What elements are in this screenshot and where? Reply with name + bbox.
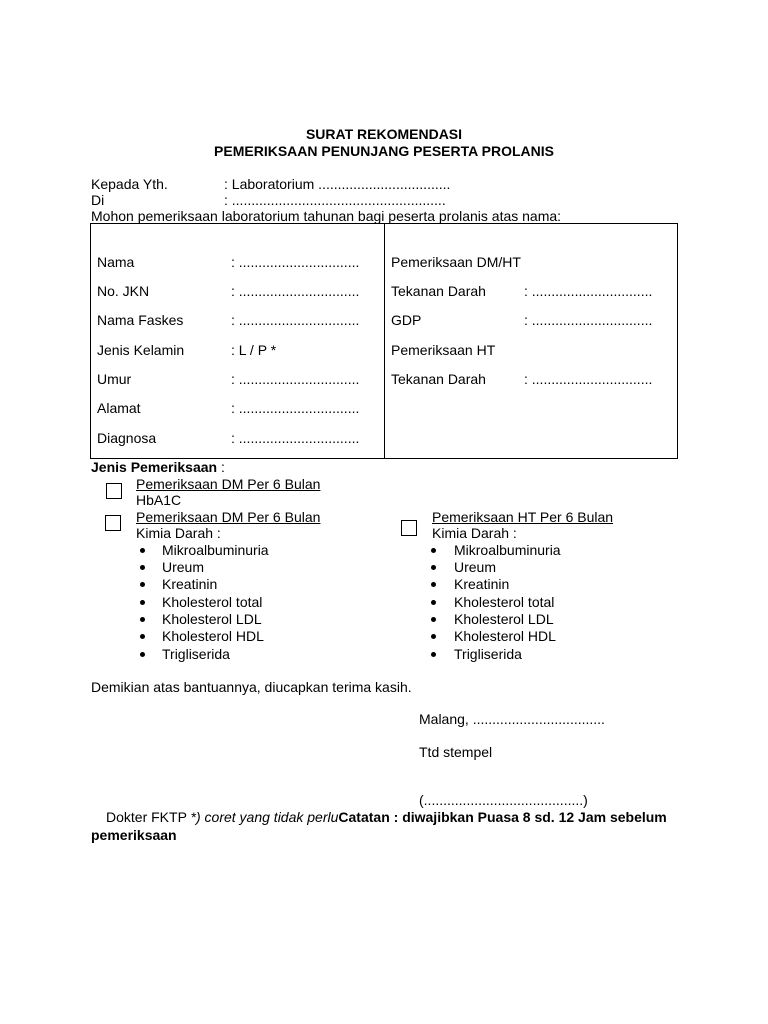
title-line-2: PEMERIKSAAN PENUNJANG PESERTA PROLANIS (214, 143, 554, 159)
bullet-icon (140, 565, 145, 570)
bullet-icon (431, 600, 436, 605)
bullet-icon (140, 634, 145, 639)
dm-hba1c-title: Pemeriksaan DM Per 6 Bulan (136, 476, 321, 492)
patient-age-label: Umur (97, 371, 132, 387)
dm-hba1c-sub: HbA1C (136, 492, 182, 508)
ht-item: Kholesterol LDL (454, 611, 554, 627)
patient-diagnosis-value: : ............................... (231, 430, 360, 446)
dm-item: Kreatinin (162, 576, 218, 592)
strike-note: *) coret yang tidak perlu (190, 809, 339, 825)
doctor-label: Dokter FKTP (106, 809, 191, 825)
di-label: Di (91, 192, 105, 208)
ht-item: Mikroalbuminuria (454, 542, 561, 558)
jenis-label: Jenis Pemeriksaan (91, 459, 218, 475)
kepada-value: : Laboratorium .................................. (224, 176, 451, 192)
dm-item: Mikroalbuminuria (162, 542, 269, 558)
fasting-note-cont: pemeriksaan (91, 827, 177, 843)
bullet-icon (431, 617, 436, 622)
ht-item: Kholesterol total (454, 594, 555, 610)
bullet-icon (140, 617, 145, 622)
bullet-icon (431, 634, 436, 639)
ht-kimia-title: Pemeriksaan HT Per 6 Bulan (432, 509, 614, 525)
patient-jkn-value: : ............................... (231, 283, 360, 299)
exam-ht-title: Pemeriksaan HT (391, 342, 496, 358)
di-value: : ....................................................... (224, 192, 446, 208)
ht-item: Ureum (454, 559, 497, 575)
bullet-icon (140, 652, 145, 657)
dm-item: Kholesterol LDL (162, 611, 262, 627)
patient-jkn-label: No. JKN (97, 283, 150, 299)
patient-faskes-value: : ............................... (231, 312, 360, 328)
signature-line: (.........................................) (419, 792, 588, 808)
bullet-icon (431, 582, 436, 587)
ht-kimia-sub: Kimia Darah : (432, 525, 517, 541)
dm-hba1c-checkbox[interactable] (106, 483, 122, 499)
ht-item: Trigliserida (454, 646, 522, 662)
exam-td1-value: : ............................... (524, 283, 653, 299)
ht-item: Kreatinin (454, 576, 510, 592)
dm-item: Kholesterol HDL (162, 628, 264, 644)
exam-td2-label: Tekanan Darah (391, 371, 486, 387)
dm-item: Trigliserida (162, 646, 230, 662)
footer-line (106, 809, 667, 825)
dm-item: Ureum (162, 559, 205, 575)
patient-diagnosis-label: Diagnosa (97, 430, 157, 446)
bullet-icon (140, 548, 145, 553)
exam-dm-ht-title: Pemeriksaan DM/HT (391, 254, 521, 270)
dm-kimia-title: Pemeriksaan DM Per 6 Bulan (136, 509, 321, 525)
patient-address-label: Alamat (97, 400, 141, 416)
dm-kimia-sub: Kimia Darah : (136, 525, 221, 541)
patient-gender-label: Jenis Kelamin (97, 342, 185, 358)
patient-faskes-label: Nama Faskes (97, 312, 184, 328)
ht-item: Kholesterol HDL (454, 628, 556, 644)
jenis-heading (91, 459, 225, 475)
place-date: Malang, .................................. (419, 711, 605, 727)
patient-gender-value: : L / P * (231, 342, 277, 358)
jenis-colon: : (217, 459, 225, 475)
bullet-icon (431, 652, 436, 657)
mohon-text: Mohon pemeriksaan laboratorium tahunan bagi peserta prolanis atas nama: (91, 208, 562, 224)
exam-gdp-label: GDP (391, 312, 422, 328)
box-divider (384, 224, 385, 458)
patient-address-value: : ............................... (231, 400, 360, 416)
kepada-label: Kepada Yth. (91, 176, 168, 192)
patient-info-box (90, 223, 678, 459)
bullet-icon (431, 565, 436, 570)
dm-kimia-checkbox[interactable] (105, 515, 121, 531)
dm-item: Kholesterol total (162, 594, 263, 610)
patient-age-value: : ............................... (231, 371, 360, 387)
bullet-icon (140, 600, 145, 605)
signature-stamp-label: Ttd stempel (419, 744, 493, 760)
bullet-icon (140, 582, 145, 587)
exam-td1-label: Tekanan Darah (391, 283, 486, 299)
title-line-1: SURAT REKOMENDASI (305, 126, 463, 142)
ht-kimia-checkbox[interactable] (401, 520, 417, 536)
patient-name-label: Nama (97, 254, 135, 270)
exam-td2-value: : ............................... (524, 371, 653, 387)
fasting-note: Catatan : diwajibkan Puasa 8 sd. 12 Jam sebelum (338, 809, 667, 825)
thanks-text: Demikian atas bantuannya, diucapkan terima kasih. (91, 679, 412, 695)
exam-gdp-value: : ............................... (524, 312, 653, 328)
bullet-icon (431, 548, 436, 553)
patient-name-value: : ............................... (231, 254, 360, 270)
